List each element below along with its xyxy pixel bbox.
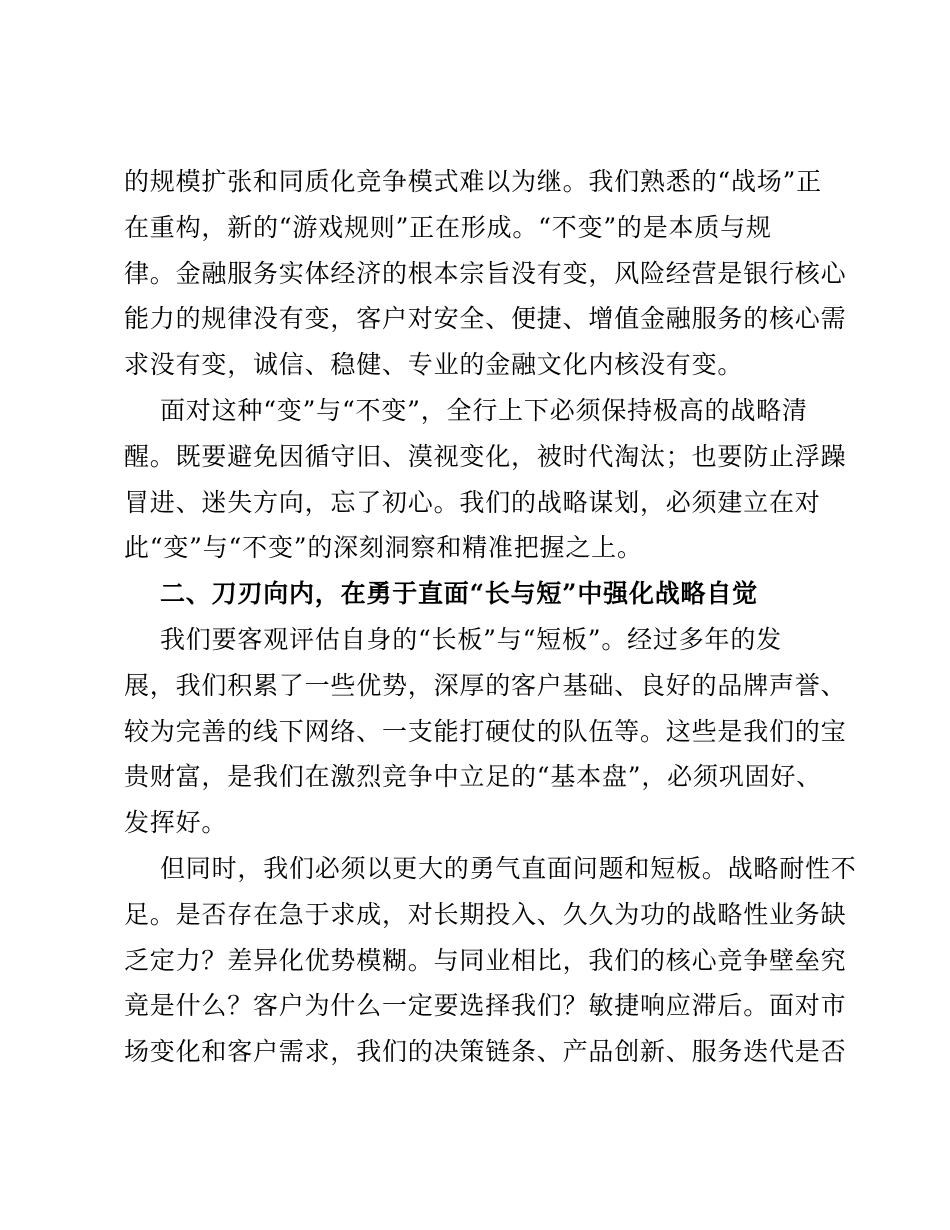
- body-text-line: 求没有变，诚信、稳健、专业的金融文化内核没有变。: [124, 350, 744, 380]
- body-text-line: 在重构，新的“游戏规则”正在形成。“不变”的是本质与规: [124, 212, 772, 242]
- body-text-line: 我们要客观评估自身的“长板”与“短板”。经过多年的发: [160, 625, 782, 654]
- body-text-line: 贵财富，是我们在激烈竞争中立足的“基本盘”，必须巩固好、: [124, 762, 822, 792]
- body-text-line: 能力的规律没有变，客户对安全、便捷、增值金融服务的核心需: [124, 304, 847, 334]
- section-heading: 二、刀刃向内，在勇于直面“长与短”中强化战略自觉: [160, 579, 758, 609]
- body-text-line: 但同时，我们必须以更大的勇气直面问题和短板。战略耐性不: [160, 854, 857, 883]
- body-text-line: 竟是什么？客户为什么一定要选择我们？敏捷响应滞后。面对市: [124, 991, 847, 1021]
- body-text-line: 场变化和客户需求，我们的决策链条、产品创新、服务迭代是否: [124, 1037, 847, 1067]
- body-text-line: 较为完善的线下网络、一支能打硬仗的队伍等。这些是我们的宝: [124, 716, 847, 746]
- body-text-line: 面对这种“变”与“不变”，全行上下必须保持极高的战略清: [160, 396, 808, 425]
- body-text-line: 此“变”与“不变”的深刻洞察和精准把握之上。: [124, 533, 643, 563]
- body-text-line: 展，我们积累了一些优势，深厚的客户基础、良好的品牌声誉、: [124, 670, 847, 700]
- body-text-line: 醒。既要避免因循守旧、漠视变化，被时代淘汰；也要防止浮躁: [124, 441, 847, 471]
- body-text-line: 足。是否存在急于求成，对长期投入、久久为功的战略性业务缺: [124, 899, 847, 929]
- body-text-line: 发挥好。: [124, 808, 228, 838]
- body-text-line: 律。金融服务实体经济的根本宗旨没有变，风险经营是银行核心: [124, 258, 847, 288]
- body-text-line: 乏定力？差异化优势模糊。与同业相比，我们的核心竞争壁垒究: [124, 945, 847, 975]
- body-text-line: 的规模扩张和同质化竞争模式难以为继。我们熟悉的“战场”正: [124, 167, 822, 196]
- body-text-line: 冒进、迷失方向，忘了初心。我们的战略谋划，必须建立在对: [124, 487, 821, 517]
